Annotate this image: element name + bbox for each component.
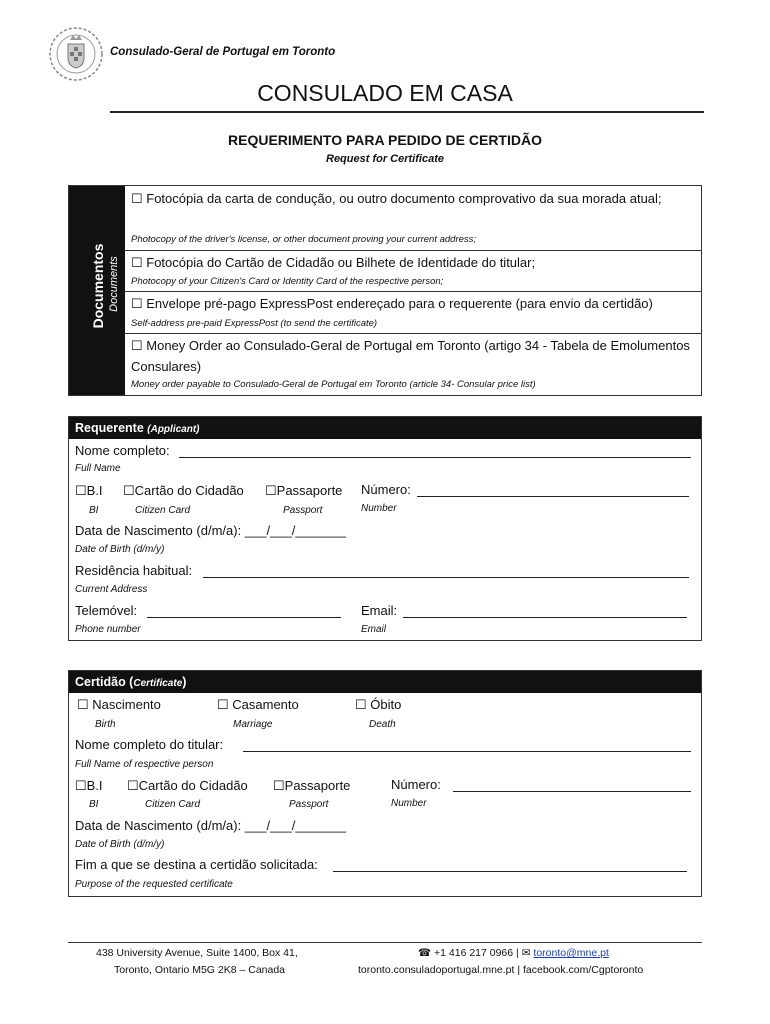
- number-field[interactable]: [417, 496, 689, 497]
- email-field[interactable]: [403, 617, 687, 618]
- document-item[interactable]: [125, 291, 701, 334]
- number-sub: Number: [361, 503, 397, 514]
- cert-passport-sub: Passport: [289, 799, 329, 810]
- certificate-header-close: ): [182, 675, 187, 689]
- full-name-field[interactable]: [179, 457, 691, 458]
- document-item-text: ☐ Envelope pré-pago ExpressPost endereçado para o requerente (para envio da certidão): [131, 296, 653, 311]
- document-item[interactable]: [125, 333, 701, 395]
- footer-phone: ☎ +1 416 217 0966 |: [418, 947, 519, 959]
- document-item-sub: Self-address pre-paid ExpressPost (to send the certificate): [131, 318, 378, 329]
- footer-email-link[interactable]: toronto@mne.pt: [533, 947, 609, 959]
- passport-checkbox[interactable]: ☐Passaporte: [265, 483, 343, 498]
- certificate-header-pt: Certidão (: [75, 675, 134, 689]
- documents-label-en: Documents: [108, 256, 120, 312]
- birth-sub: Birth: [95, 719, 116, 730]
- full-name-label: Nome completo:: [75, 443, 170, 458]
- footer-address-line2: Toronto, Ontario M5G 2K8 – Canada: [114, 964, 286, 976]
- marriage-checkbox[interactable]: ☐ Casamento: [217, 697, 299, 712]
- footer-address-line1: 438 University Avenue, Suite 1400, Box 41,: [96, 947, 298, 959]
- residence-field[interactable]: [203, 577, 689, 578]
- footer-web-links[interactable]: toronto.consuladoportugal.mne.pt | facebook.com/Cgptoronto: [358, 964, 644, 976]
- death-checkbox[interactable]: ☐ Óbito: [355, 697, 402, 712]
- bi-checkbox[interactable]: ☐B.I: [75, 483, 103, 498]
- passport-sub: Passport: [283, 505, 323, 516]
- phone-sub: Phone number: [75, 624, 141, 635]
- cert-number-label: Número:: [391, 777, 441, 792]
- holder-name-label: Nome completo do titular:: [75, 737, 224, 752]
- document-item-text: ☐ Fotocópia do Cartão de Cidadão ou Bilhete de Identidade do titular;: [131, 255, 536, 270]
- cert-citizen-card-sub: Citizen Card: [145, 799, 201, 810]
- cert-number-sub: Number: [391, 798, 427, 809]
- form-title-en: Request for Certificate: [326, 153, 444, 165]
- document-item-sub: Photocopy of the driver's license, or other document proving your current address;: [131, 234, 477, 245]
- form-title: REQUERIMENTO PARA PEDIDO DE CERTIDÃO: [228, 132, 542, 148]
- full-name-sub: Full Name: [75, 463, 121, 474]
- cert-citizen-card-checkbox[interactable]: ☐Cartão do Cidadão: [127, 778, 248, 793]
- document-item[interactable]: [125, 186, 701, 251]
- number-label: Número:: [361, 482, 411, 497]
- email-sub: Email: [361, 624, 387, 635]
- consulate-name: Consulado-Geral de Portugal em Toronto: [110, 46, 336, 58]
- document-item[interactable]: [125, 250, 701, 292]
- cert-bi-sub: BI: [89, 799, 99, 810]
- document-item-sub: Photocopy of your Citizen's Card or Identity Card of the respective person;: [131, 276, 444, 287]
- documents-side-label: [69, 186, 125, 395]
- documents-box: [68, 185, 702, 396]
- footer-contact: [418, 947, 609, 959]
- residence-label: Residência habitual:: [75, 563, 193, 578]
- citizen-card-checkbox[interactable]: ☐Cartão do Cidadão: [123, 483, 244, 498]
- holder-name-field[interactable]: [243, 751, 691, 752]
- documents-label-pt: Documentos: [90, 243, 106, 329]
- marriage-sub: Marriage: [233, 719, 273, 730]
- cert-number-field[interactable]: [453, 791, 691, 792]
- purpose-label: Fim a que se destina a certidão solicitada:: [75, 857, 318, 872]
- dob-field[interactable]: Data de Nascimento (d/m/a): ___/___/_______: [75, 523, 347, 538]
- document-item-text: ☐ Money Order ao Consulado-Geral de Portugal em Toronto (artigo 34 - Tabela de Emolumentos Consulares): [131, 338, 690, 374]
- certificate-header-en: Certificate: [133, 678, 183, 689]
- death-sub: Death: [369, 719, 396, 730]
- purpose-sub: Purpose of the requested certificate: [75, 879, 233, 890]
- mail-icon: ✉: [521, 947, 531, 959]
- certificate-section: [68, 670, 702, 897]
- phone-label: Telemóvel:: [75, 603, 138, 618]
- applicant-header: [69, 417, 701, 439]
- applicant-header-en: (Applicant): [147, 424, 200, 435]
- page-title: CONSULADO EM CASA: [257, 80, 513, 106]
- applicant-section: [68, 416, 702, 641]
- birth-checkbox[interactable]: ☐ Nascimento: [77, 697, 161, 712]
- title-divider: [110, 111, 704, 113]
- bi-sub: BI: [89, 505, 99, 516]
- certificate-header: [69, 671, 701, 693]
- cert-bi-checkbox[interactable]: ☐B.I: [75, 778, 103, 793]
- cert-dob-field[interactable]: Data de Nascimento (d/m/a): ___/___/_______: [75, 818, 347, 833]
- citizen-card-sub: Citizen Card: [135, 505, 191, 516]
- cert-passport-checkbox[interactable]: ☐Passaporte: [273, 778, 351, 793]
- dob-sub: Date of Birth (d/m/y): [75, 544, 165, 555]
- purpose-field[interactable]: [333, 871, 687, 872]
- document-item-text: ☐ Fotocópia da carta de condução, ou outro documento comprovativo da sua morada atual;: [131, 191, 662, 206]
- email-label: Email:: [361, 603, 398, 618]
- applicant-header-pt: Requerente: [75, 421, 144, 435]
- residence-sub: Current Address: [75, 584, 148, 595]
- footer-divider: [68, 942, 702, 943]
- cert-dob-sub: Date of Birth (d/m/y): [75, 839, 165, 850]
- holder-name-sub: Full Name of respective person: [75, 759, 214, 770]
- coat-of-arms-seal-icon: [48, 26, 104, 82]
- document-item-sub: Money order payable to Consulado-Geral de Portugal em Toronto (article 34- Consular price list): [131, 379, 536, 390]
- phone-field[interactable]: [147, 617, 341, 618]
